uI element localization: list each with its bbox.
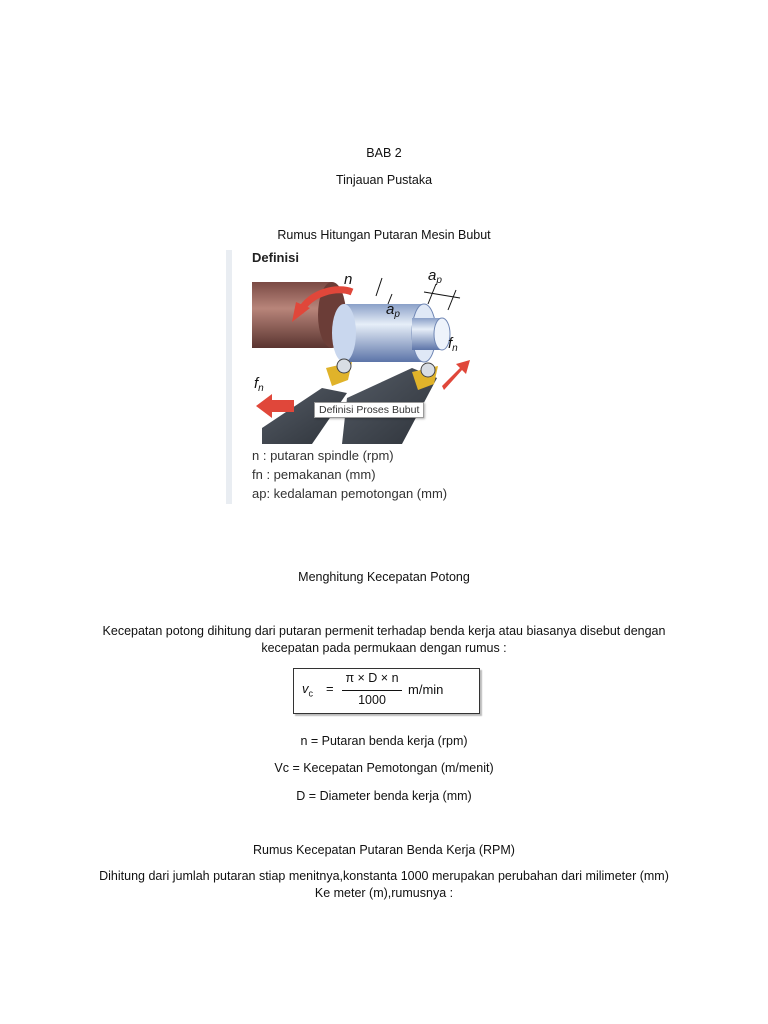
definition-n: n = Putaran benda kerja (rpm) [300,734,468,748]
section-title-rumus-putaran: Rumus Hitungan Putaran Mesin Bubut [277,228,491,242]
paragraph-rpm: Dihitung dari jumlah putaran stiap menitnya,konstanta 1000 merupakan perubahan dari milimeter (mm) Ke meter (m),rumusnya : [99,869,669,900]
label-ap-1: $a_p$ [386,301,400,320]
label-fn-left: $f_n$ [254,375,264,394]
turning-process-figure [226,250,488,504]
formula-fraction-bar [342,690,402,691]
formula-equals: = [326,681,334,696]
cutting-speed-formula [293,668,480,714]
legend-ap: ap: kedalaman pemotongan (mm) [252,486,448,501]
figure-frame-bar [226,250,232,504]
chapter-title: Tinjauan Pustaka [335,173,433,187]
label-fn-right: $f_n$ [448,335,458,354]
legend-n: n : putaran spindle (rpm) [252,448,394,463]
label-n: n [344,271,353,288]
chapter-heading: BAB 2 [366,146,402,160]
section-title-rpm: Rumus Kecepatan Putaran Benda Kerja (RPM) [253,843,515,857]
label-ap-2: $a_p$ [428,268,442,286]
legend-fn: fn : pemakanan (mm) [252,467,376,482]
figure-tooltip-caption: Definisi Proses Bubut [314,402,424,418]
formula-lhs: $v_c$ [302,681,313,699]
definition-vc: Vc = Kecepatan Pemotongan (m/menit) [274,761,494,775]
formula-denominator: 1000 [358,693,386,707]
section-title-kecepatan-potong: Menghitung Kecepatan Potong [298,570,470,584]
paragraph-kecepatan-potong: Kecepatan potong dihitung dari putaran permenit terhadap benda kerja atau biasanya disebut dengan kecepatan pada permukaan dengan rumus : [102,624,666,655]
formula-unit: m/min [408,682,444,697]
formula-numerator: π × D × n [345,671,399,685]
definition-d: D = Diameter benda kerja (mm) [296,789,472,803]
figure-title: Definisi [252,250,299,265]
